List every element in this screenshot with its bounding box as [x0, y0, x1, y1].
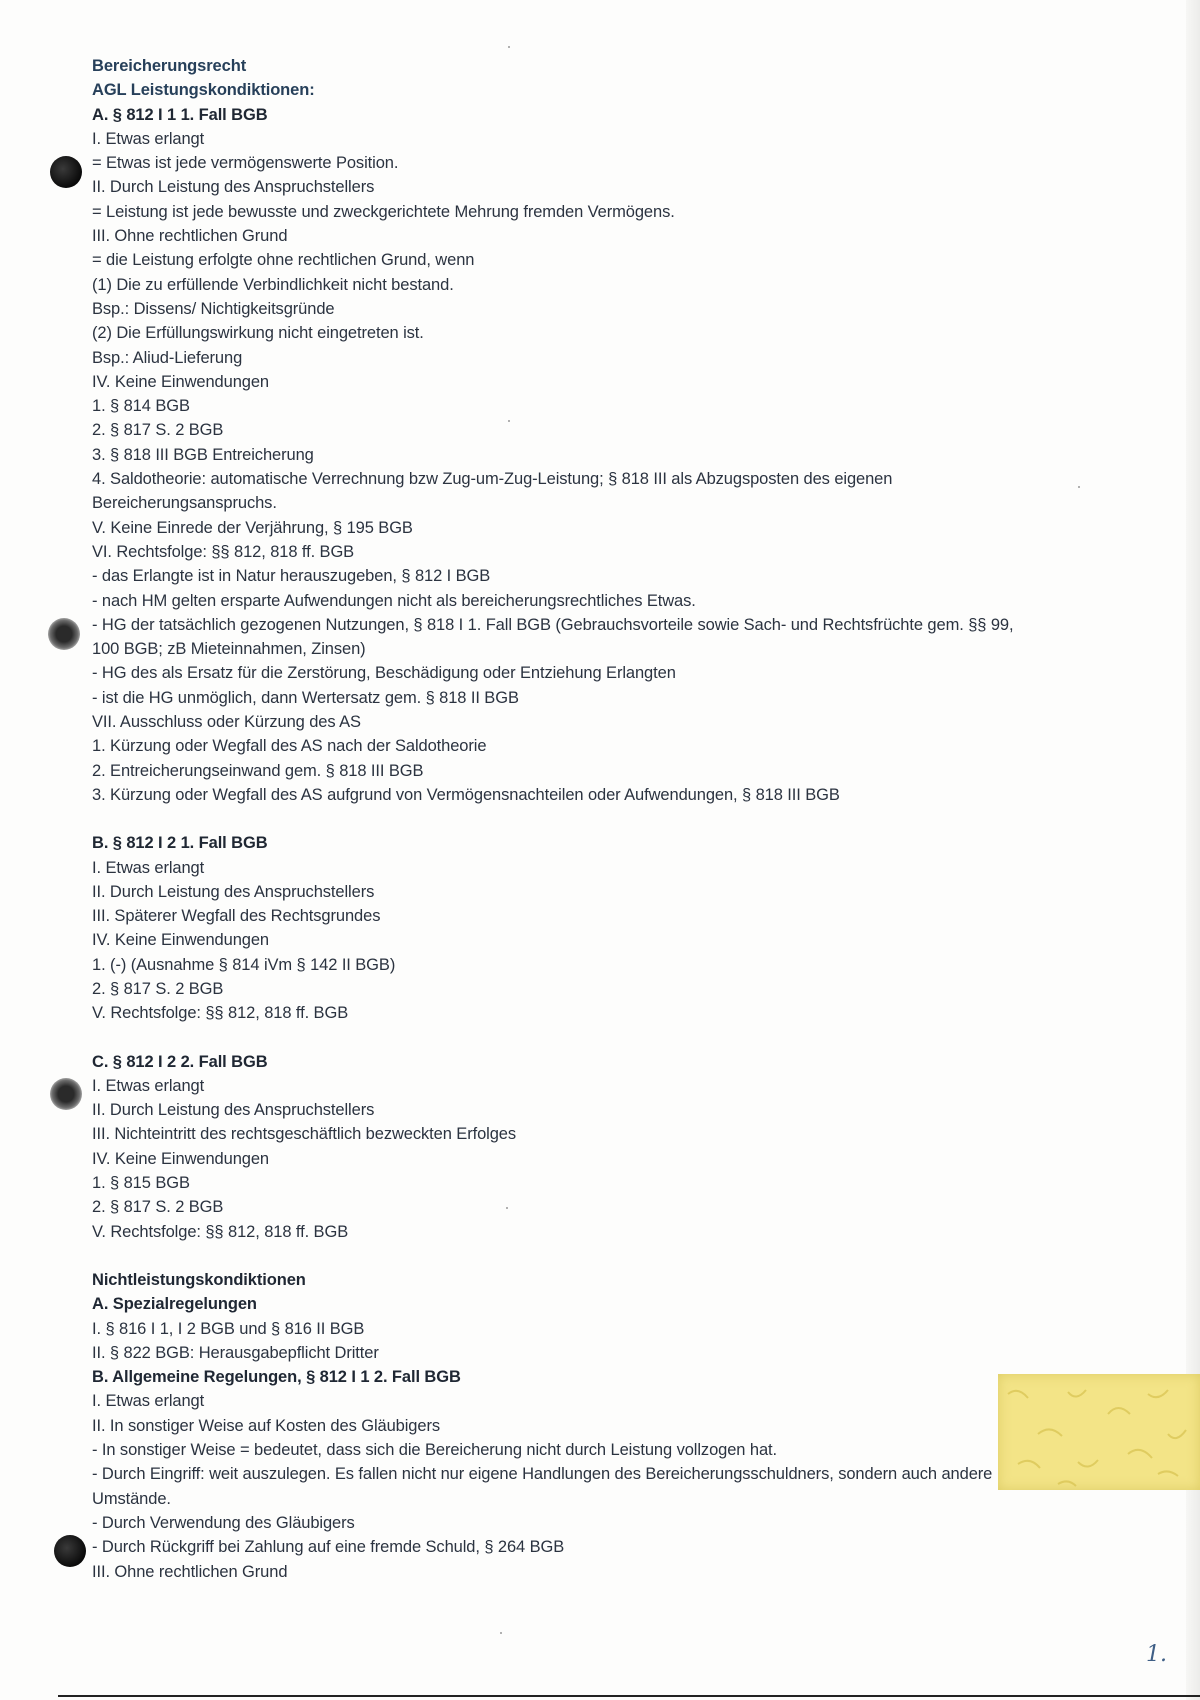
- text-line: II. § 822 BGB: Herausgabepflicht Dritter: [92, 1343, 379, 1362]
- text-line: - nach HM gelten ersparte Aufwendungen nicht als bereicherungsrechtliches Etwas.: [92, 591, 696, 610]
- text-line: 3. § 818 III BGB Entreicherung: [92, 445, 314, 464]
- text-line: IV. Keine Einwendungen: [92, 372, 270, 391]
- punch-hole: [54, 1535, 86, 1567]
- text-line: - Durch Eingriff: weit auszulegen. Es fallen nicht nur eigene Handlungen des Bereicherungsschuldners, sondern auch andere: [92, 1465, 993, 1484]
- document-body: [92, 54, 1132, 1584]
- punch-hole: [50, 1078, 82, 1110]
- text-line: V. Rechtsfolge: §§ 812, 818 ff. BGB: [92, 1004, 349, 1023]
- text-line: IV. Keine Einwendungen: [92, 1149, 270, 1168]
- heading-line: Nichtleistungskondiktionen: [92, 1270, 306, 1289]
- text-line: 1. § 815 BGB: [92, 1174, 190, 1193]
- text-line: (1) Die zu erfüllende Verbindlichkeit nicht bestand.: [92, 275, 454, 294]
- text-line: VII. Ausschluss oder Kürzung des AS: [92, 713, 361, 732]
- text-line: VI. Rechtsfolge: §§ 812, 818 ff. BGB: [92, 542, 355, 561]
- text-line: 2. Entreicherungseinwand gem. § 818 III BGB: [92, 761, 424, 780]
- speck: [500, 1632, 502, 1634]
- text-line: 2. § 817 S. 2 BGB: [92, 979, 224, 998]
- text-line: - das Erlangte ist in Natur herauszugeben, § 812 I BGB: [92, 567, 491, 586]
- text-line: - Durch Rückgriff bei Zahlung auf eine fremde Schuld, § 264 BGB: [92, 1538, 565, 1557]
- text-line: II. In sonstiger Weise auf Kosten des Gläubigers: [92, 1416, 441, 1435]
- text-line: II. Durch Leistung des Anspruchstellers: [92, 882, 375, 901]
- heading-line: Bereicherungsrecht: [92, 57, 247, 75]
- text-line: III. Ohne rechtlichen Grund: [92, 227, 288, 246]
- text-line: = Leistung ist jede bewusste und zweckgerichtete Mehrung fremden Vermögens.: [92, 202, 675, 221]
- section-gap: [92, 1026, 1132, 1050]
- text-line: I. Etwas erlangt: [92, 1392, 205, 1411]
- text-line: - HG des als Ersatz für die Zerstörung, Beschädigung oder Entziehung Erlangten: [92, 664, 676, 683]
- text-line: I. Etwas erlangt: [92, 1076, 205, 1095]
- text-line: Bsp.: Dissens/ Nichtigkeitsgründe: [92, 299, 335, 318]
- text-line: 2. § 817 S. 2 BGB: [92, 421, 224, 440]
- text-line: (2) Die Erfüllungswirkung nicht eingetreten ist.: [92, 324, 424, 343]
- punch-hole: [50, 156, 82, 188]
- page-number: 1.: [1146, 1642, 1167, 1667]
- text-line: 100 BGB; zB Mieteinnahmen, Zinsen): [92, 640, 366, 659]
- text-line: 1. (-) (Ausnahme § 814 iVm § 142 II BGB): [92, 955, 396, 974]
- text-line: - Durch Verwendung des Gläubigers: [92, 1513, 355, 1532]
- text-line: III. Nichteintritt des rechtsgeschäftlich bezweckten Erfolges: [92, 1125, 517, 1144]
- heading-line: C. § 812 I 2 2. Fall BGB: [92, 1052, 268, 1071]
- heading-line: A. § 812 I 1 1. Fall BGB: [92, 105, 268, 124]
- text-line: 1. § 814 BGB: [92, 397, 190, 416]
- text-line: 2. § 817 S. 2 BGB: [92, 1198, 224, 1217]
- text-line: = Etwas ist jede vermögenswerte Position.: [92, 154, 399, 173]
- section-gap: [92, 1244, 1132, 1268]
- text-line: 4. Saldotheorie: automatische Verrechnung bzw Zug-um-Zug-Leistung; § 818 III als Abzugsposten des eigenen: [92, 470, 893, 489]
- text-line: I. Etwas erlangt: [92, 858, 205, 877]
- text-line: 3. Kürzung oder Wegfall des AS aufgrund von Vermögensnachteilen oder Aufwendungen, § 818 III BGB: [92, 785, 840, 804]
- heading-line: A. Spezialregelungen: [92, 1295, 257, 1314]
- text-line: - In sonstiger Weise = bedeutet, dass sich die Bereicherung nicht durch Leistung vollzogen hat.: [92, 1441, 777, 1460]
- heading-line: B. Allgemeine Regelungen, § 812 I 1 2. Fall BGB: [92, 1368, 461, 1387]
- text-line: I. Etwas erlangt: [92, 129, 205, 148]
- text-line: II. Durch Leistung des Anspruchstellers: [92, 1101, 375, 1120]
- text-line: V. Rechtsfolge: §§ 812, 818 ff. BGB: [92, 1222, 349, 1241]
- heading-line: AGL Leistungskondiktionen:: [92, 81, 315, 100]
- text-line: II. Durch Leistung des Anspruchstellers: [92, 178, 375, 197]
- text-line: - HG der tatsächlich gezogenen Nutzungen, § 818 I 1. Fall BGB (Gebrauchsvorteile sowie Sach- und Rechtsfrüchte gem. §§ 99,: [92, 615, 1014, 634]
- text-line: I. § 816 I 1, I 2 BGB und § 816 II BGB: [92, 1319, 365, 1338]
- text-line: = die Leistung erfolgte ohne rechtlichen Grund, wenn: [92, 251, 475, 270]
- text-line: - ist die HG unmöglich, dann Wertersatz gem. § 818 II BGB: [92, 688, 519, 707]
- punch-hole: [48, 618, 80, 650]
- text-line: III. Späterer Wegfall des Rechtsgrundes: [92, 907, 381, 926]
- text-line: Bsp.: Aliud-Lieferung: [92, 348, 243, 367]
- section-gap: [92, 807, 1132, 831]
- text-line: III. Ohne rechtlichen Grund: [92, 1562, 288, 1581]
- text-line: V. Keine Einrede der Verjährung, § 195 BGB: [92, 518, 413, 537]
- text-line: IV. Keine Einwendungen: [92, 931, 270, 950]
- heading-line: B. § 812 I 2 1. Fall BGB: [92, 834, 268, 853]
- text-line: Bereicherungsanspruchs.: [92, 494, 277, 513]
- bottom-rule: [58, 1695, 1200, 1697]
- text-line: 1. Kürzung oder Wegfall des AS nach der Saldotheorie: [92, 737, 487, 756]
- speck: [508, 46, 510, 48]
- text-line: Umstände.: [92, 1489, 171, 1508]
